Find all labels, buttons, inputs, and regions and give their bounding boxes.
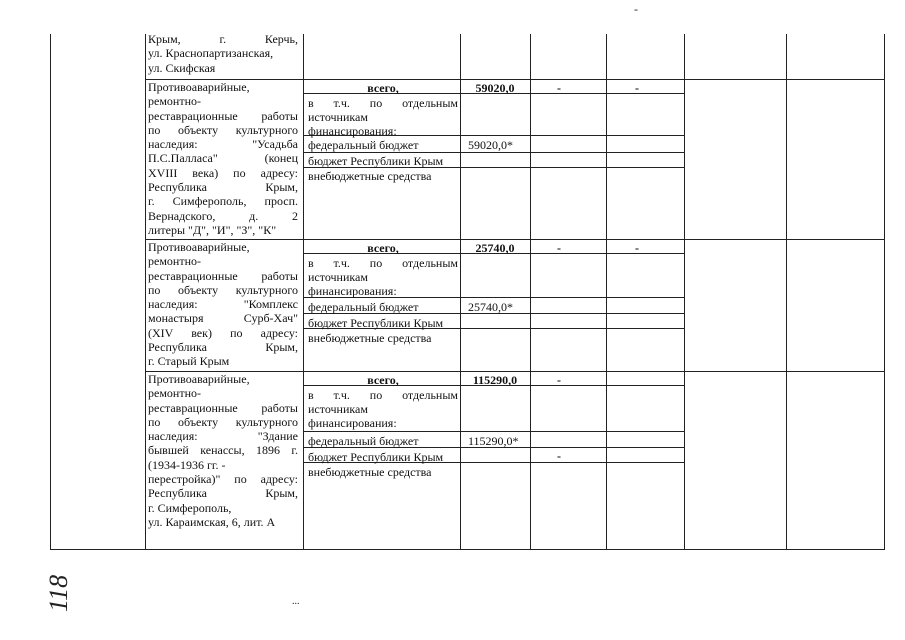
total-value: 115290,0 xyxy=(472,373,518,387)
description-line: по объекту культурного xyxy=(148,122,298,137)
total-dash: - xyxy=(557,373,561,387)
description-line: ул. Караимская, 6, лит. А xyxy=(148,514,276,529)
description-line: ремонтно- xyxy=(148,94,202,109)
sources-caption: в т.ч. по отдельным xyxy=(308,256,458,270)
description-line: Противоаварийные, xyxy=(148,372,250,386)
description-line: г. Симферополь, просп. xyxy=(148,194,298,209)
description-line: Крым, г. Керчь, xyxy=(148,32,298,46)
crimea-budget-label: бюджет Республики Крым xyxy=(308,316,444,330)
off-budget-label: внебюджетные средства xyxy=(308,169,432,183)
total-dash: - xyxy=(635,81,639,95)
description-line: реставрационные работы xyxy=(148,108,298,123)
description-line: г. Старый Крым xyxy=(148,354,230,369)
sources-caption: в т.ч. по отдельным xyxy=(308,96,458,110)
description-line: Республика Крым, xyxy=(148,486,298,501)
federal-budget-value: 25740,0* xyxy=(468,300,513,314)
description-line: ул. Скифская xyxy=(148,60,216,75)
description-line: по объекту культурного xyxy=(148,282,298,297)
sources-caption: финансирования: xyxy=(308,416,397,430)
total-label: всего, xyxy=(367,81,399,95)
federal-budget-label: федеральный бюджет xyxy=(308,138,419,152)
description-line: перестройка)" по адресу: xyxy=(148,472,298,487)
description-line: наследия: "Комплекс xyxy=(148,297,298,312)
federal-budget-label: федеральный бюджет xyxy=(308,300,419,314)
total-dash: - xyxy=(557,241,561,255)
sources-caption: источникам xyxy=(308,402,368,416)
description-line: наследия: "Здание xyxy=(148,429,298,444)
object-description xyxy=(148,372,298,529)
crimea-budget-label: бюджет Республики Крым xyxy=(308,450,444,464)
crimea-budget-dash: - xyxy=(557,449,561,463)
description-line: Противоаварийные, xyxy=(148,80,250,94)
total-value: 59020,0 xyxy=(475,81,515,95)
sources-caption: источникам xyxy=(308,110,368,124)
description-line: П.С.Палласа" (конец xyxy=(148,151,298,166)
bottom-mark: ... xyxy=(292,596,300,607)
description-line: ул. Краснопартизанская, xyxy=(148,46,274,61)
description-line: литеры "Д", "И", "З", "К" xyxy=(148,222,277,237)
handwritten-page-number: 118 xyxy=(44,574,73,612)
federal-budget-label: федеральный бюджет xyxy=(308,434,419,448)
total-dash: - xyxy=(635,241,639,255)
description-line: Вернадского, д. 2 xyxy=(148,208,298,223)
description-line: Республика Крым, xyxy=(148,340,298,355)
off-budget-label: внебюджетные средства xyxy=(308,465,432,479)
off-budget-label: внебюджетные средства xyxy=(308,331,432,345)
object-description xyxy=(148,240,298,369)
sources-caption: финансирования: xyxy=(308,124,397,138)
description-line: (XIV век) по адресу: xyxy=(148,325,298,340)
description-line: Противоаварийные, xyxy=(148,240,250,254)
description-line: Республика Крым, xyxy=(148,180,298,195)
federal-budget-value: 115290,0* xyxy=(468,434,519,448)
description-line: монастыря Сурб-Хач" xyxy=(148,311,298,326)
description-line: XVIII века) по адресу: xyxy=(148,165,298,180)
sources-caption: источникам xyxy=(308,270,368,284)
description-line: ремонтно- xyxy=(148,254,202,269)
description-line: реставрационные работы xyxy=(148,400,298,415)
description-line: реставрационные работы xyxy=(148,268,298,283)
total-dash: - xyxy=(557,81,561,95)
object-description xyxy=(148,32,298,75)
crimea-budget-label: бюджет Республики Крым xyxy=(308,154,444,168)
total-value: 25740,0 xyxy=(475,241,515,255)
description-line: бывшей кенассы, 1896 г. xyxy=(148,443,298,458)
object-description xyxy=(148,80,298,237)
description-line: по объекту культурного xyxy=(148,414,298,429)
federal-budget-value: 59020,0* xyxy=(468,138,513,152)
total-label: всего, xyxy=(367,241,399,255)
sources-caption: в т.ч. по отдельным xyxy=(308,388,458,402)
sources-caption: финансирования: xyxy=(308,284,397,298)
top-mark: - xyxy=(634,2,638,16)
total-label: всего, xyxy=(367,373,399,387)
description-line: г. Симферополь, xyxy=(148,500,232,515)
description-line: наследия: "Усадьба xyxy=(148,137,298,152)
description-line: ремонтно- xyxy=(148,386,202,401)
description-line: (1934-1936 гг. - xyxy=(148,457,226,472)
